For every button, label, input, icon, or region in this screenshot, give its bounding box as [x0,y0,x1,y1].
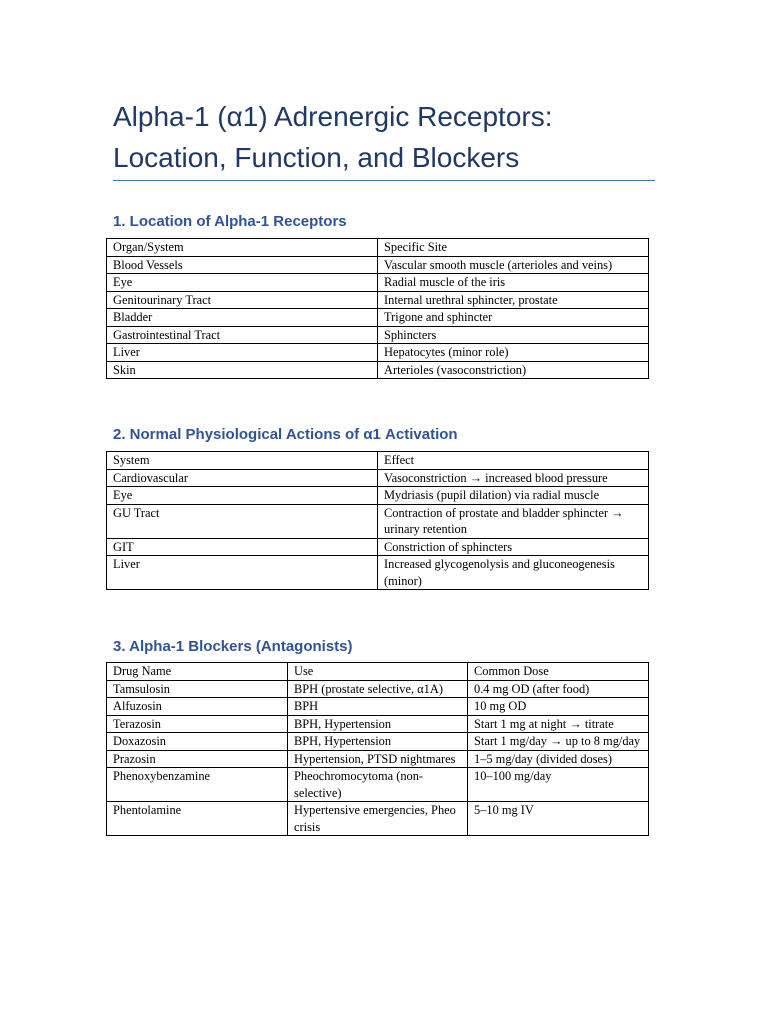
table-cell: Doxazosin [107,733,288,751]
table-cell: Blood Vessels [107,256,378,274]
table-row [107,326,649,344]
column-header: Use [288,663,468,681]
table-row [107,680,649,698]
section-1-heading: 1. Location of Alpha-1 Receptors [113,213,347,230]
table-cell: BPH, Hypertension [288,733,468,751]
title-line-1: Alpha-1 (α1) Adrenergic Receptors: [113,101,553,132]
column-header: Specific Site [378,239,649,257]
table-cell: Start 1 mg at night → titrate [468,715,649,733]
table-cell: Radial muscle of the iris [378,274,649,292]
table-cell: Eye [107,487,378,505]
table-cell: Hypertension, PTSD nightmares [288,750,468,768]
table-cell: Eye [107,274,378,292]
table-cell: Genitourinary Tract [107,291,378,309]
table-cell: BPH (prostate selective, α1A) [288,680,468,698]
table-row [107,750,649,768]
table-row [107,274,649,292]
table-cell: Constriction of sphincters [378,538,649,556]
table-header-row [107,239,649,257]
location-table [106,238,649,379]
table-cell: BPH [288,698,468,716]
table-cell: Prazosin [107,750,288,768]
table-cell: Increased glycogenolysis and gluconeogenesis (minor) [378,556,649,590]
table-row [107,715,649,733]
section-3-heading: 3. Alpha-1 Blockers (Antagonists) [113,638,353,655]
table-cell: Start 1 mg/day → up to 8 mg/day [468,733,649,751]
table-cell: Terazosin [107,715,288,733]
table-row [107,291,649,309]
table-row [107,487,649,505]
table-cell: Mydriasis (pupil dilation) via radial muscle [378,487,649,505]
table-row [107,768,649,802]
table-row [107,504,649,538]
table-cell: 10–100 mg/day [468,768,649,802]
table-cell: Arterioles (vasoconstriction) [378,361,649,379]
table-header-row [107,452,649,470]
table-row [107,309,649,327]
table-cell: Alfuzosin [107,698,288,716]
table-cell: Internal urethral sphincter, prostate [378,291,649,309]
column-header: Drug Name [107,663,288,681]
document-title [113,96,673,178]
table-row [107,361,649,379]
table-cell: Liver [107,556,378,590]
table-cell: GIT [107,538,378,556]
column-header: Organ/System [107,239,378,257]
table-cell: GU Tract [107,504,378,538]
blockers-table [106,662,649,836]
table-cell: Gastrointestinal Tract [107,326,378,344]
table-header-row [107,663,649,681]
table-cell: Phentolamine [107,802,288,836]
table-cell: Liver [107,344,378,362]
table-cell: Vascular smooth muscle (arterioles and veins) [378,256,649,274]
table-cell: BPH, Hypertension [288,715,468,733]
column-header: Effect [378,452,649,470]
table-cell: Hypertensive emergencies, Pheo crisis [288,802,468,836]
actions-table [106,451,649,590]
table-row [107,556,649,590]
table-cell: Bladder [107,309,378,327]
table-cell: 1–5 mg/day (divided doses) [468,750,649,768]
table-row [107,469,649,487]
column-header: System [107,452,378,470]
table-cell: 10 mg OD [468,698,649,716]
table-cell: Pheochromocytoma (non-selective) [288,768,468,802]
table-cell: Phenoxybenzamine [107,768,288,802]
table-cell: Hepatocytes (minor role) [378,344,649,362]
title-line-2: Location, Function, and Blockers [113,142,520,173]
table-cell: Cardiovascular [107,469,378,487]
table-cell: Vasoconstriction → increased blood pressure [378,469,649,487]
table-row [107,256,649,274]
table-cell: Sphincters [378,326,649,344]
column-header: Common Dose [468,663,649,681]
table-cell: 0.4 mg OD (after food) [468,680,649,698]
table-cell: 5–10 mg IV [468,802,649,836]
table-cell: Skin [107,361,378,379]
table-cell: Trigone and sphincter [378,309,649,327]
table-row [107,733,649,751]
table-cell: Contraction of prostate and bladder sphincter → urinary retention [378,504,649,538]
table-row [107,698,649,716]
table-row [107,802,649,836]
title-underline [113,180,655,181]
table-row [107,538,649,556]
table-cell: Tamsulosin [107,680,288,698]
table-row [107,344,649,362]
section-2-heading: 2. Normal Physiological Actions of α1 Activation [113,426,458,443]
